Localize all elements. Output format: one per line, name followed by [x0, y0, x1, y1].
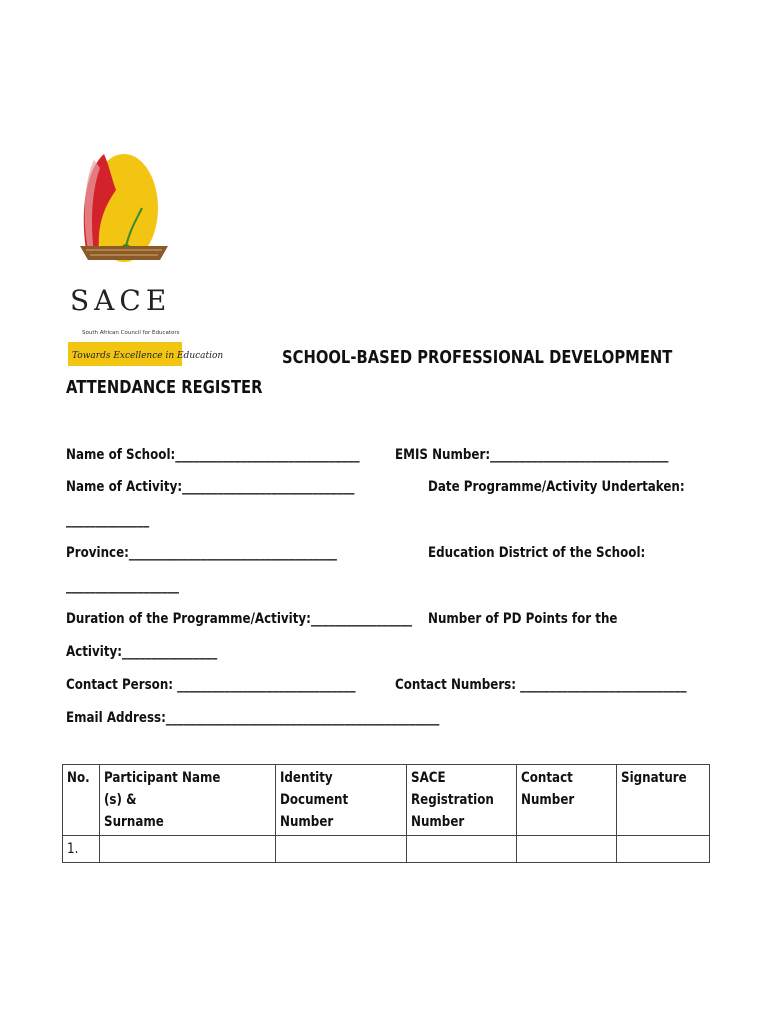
sace-logo [66, 150, 224, 370]
contact-numbers-field[interactable]: Contact Numbers: ____________________________ [395, 677, 687, 693]
header-cell-id-number: Identity Document Number [276, 765, 407, 836]
row-number-cell: 1. [63, 836, 100, 863]
page-title: SCHOOL-BASED PROFESSIONAL DEVELOPMENT [282, 347, 673, 368]
header-cell-contact-number: Contact Number [517, 765, 616, 836]
activity-name-field[interactable]: Name of Activity:_____________________________ [66, 479, 355, 495]
pd-points-field[interactable]: Activity:________________ [66, 644, 218, 660]
logo-name-text: SACE [70, 284, 172, 317]
page-subtitle: ATTENDANCE REGISTER [66, 377, 263, 398]
header-cell-sace-number: SACE Registration Number [407, 765, 517, 836]
date-programme-field[interactable]: ______________ [66, 512, 150, 528]
participant-name-cell[interactable] [99, 836, 276, 863]
pd-points-label: Number of PD Points for the [428, 611, 618, 627]
header-cell-no: No. [63, 765, 100, 836]
district-label: Education District of the School: [428, 545, 646, 561]
date-programme-label: Date Programme/Activity Undertaken: [428, 479, 685, 495]
table-row [63, 836, 710, 863]
province-field[interactable]: Province:___________________________________ [66, 545, 337, 561]
duration-field[interactable]: Duration of the Programme/Activity:_________________ [66, 611, 413, 627]
header-cell-signature: Signature [616, 765, 709, 836]
table-header-row [63, 765, 710, 836]
svg-text:Towards Excellence in Educatio: Towards Excellence in Education [72, 351, 224, 361]
svg-text:South African Council for Educ: South African Council for Educators [82, 330, 180, 336]
sace-number-cell[interactable] [407, 836, 517, 863]
id-number-cell[interactable] [276, 836, 407, 863]
signature-cell[interactable] [616, 836, 709, 863]
contact-person-field[interactable]: Contact Person: ______________________________ [66, 677, 356, 693]
school-name-field[interactable]: Name of School:_______________________________ [66, 447, 360, 463]
attendance-table [62, 764, 710, 863]
district-field[interactable]: ___________________ [66, 578, 179, 594]
header-cell-participant: Participant Name (s) & Surname [99, 765, 276, 836]
email-address-field[interactable]: Email Address:______________________________________________ [66, 710, 440, 726]
sace-emblem-icon [66, 150, 224, 370]
emis-number-field[interactable]: EMIS Number:______________________________ [395, 447, 669, 463]
contact-number-cell[interactable] [517, 836, 616, 863]
